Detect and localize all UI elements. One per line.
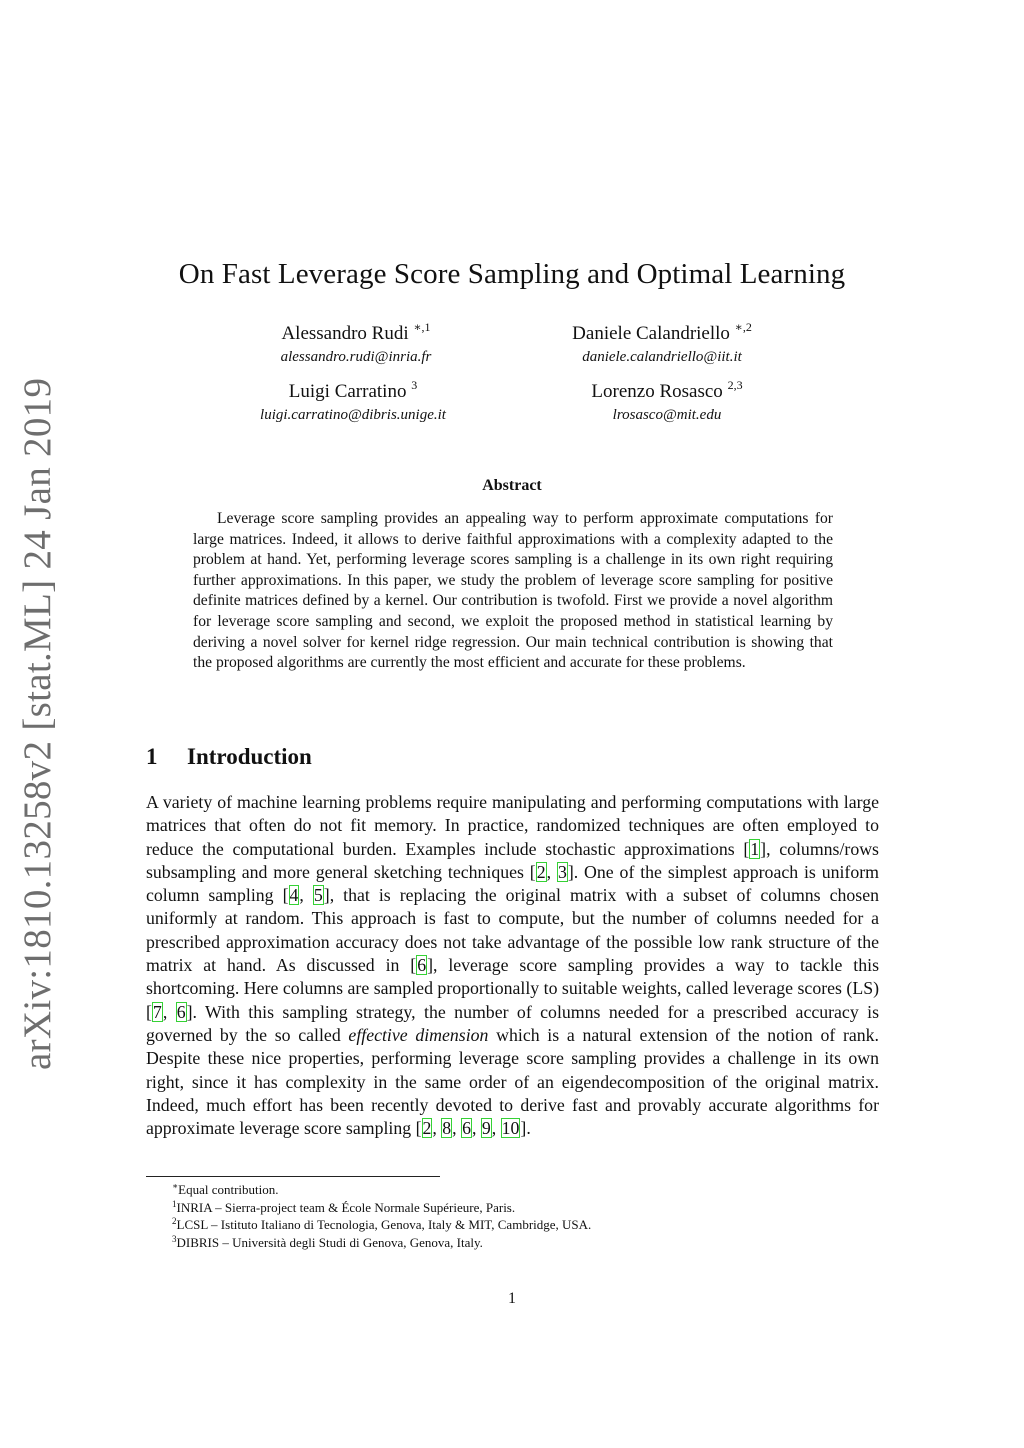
citation-separator: , bbox=[452, 1118, 462, 1139]
author-affiliation: ∗,1 bbox=[413, 320, 431, 334]
footnotes bbox=[146, 1181, 879, 1251]
intro-text: ]. bbox=[520, 1118, 531, 1139]
page-number: 1 bbox=[508, 1290, 516, 1307]
author-name bbox=[502, 322, 822, 346]
footnote bbox=[146, 1216, 879, 1234]
citation-link[interactable]: 9 bbox=[481, 1118, 491, 1139]
citation-link[interactable]: 6 bbox=[417, 955, 427, 976]
author-affiliation: 2,3 bbox=[727, 378, 743, 392]
footnote-mark: ∗ bbox=[172, 1181, 179, 1191]
author-email[interactable]: alessandro.rudi@inria.fr bbox=[280, 349, 432, 365]
citation-link[interactable]: 2 bbox=[422, 1118, 432, 1139]
intro-text: ], columns/rows subsampling and more general sketching techniques [ bbox=[146, 838, 879, 882]
citation-link[interactable]: 1 bbox=[750, 838, 760, 859]
intro-text: A variety of machine learning problems require manipulating and performing computations with large matrices that often do not fit memory. In practice, randomized techniques are often employed to reduce the computational burden. Examples include stochastic approximations [ bbox=[146, 792, 879, 859]
author-name bbox=[507, 380, 827, 404]
footnote-text: Equal contribution. bbox=[178, 1182, 279, 1197]
intro-text: which is a natural extension of the notion of rank. Despite these nice properties, performing leverage score sampling provides a challenge in its own right, since it has complexity in the same order of an eigendecomposition of the original matrix. Indeed, much effort has been recently devoted to derive fast and provably accurate algorithms for approximate leverage score sampling [ bbox=[146, 1024, 879, 1139]
citation-separator: , bbox=[299, 885, 313, 906]
citation-link[interactable]: 8 bbox=[442, 1118, 452, 1139]
author-block bbox=[196, 322, 516, 368]
paper-title: On Fast Leverage Score Sampling and Optimal Learning bbox=[178, 258, 846, 290]
section-number: 1 bbox=[146, 744, 158, 769]
intro-text: ]. One of the simplest approach is uniform column sampling [ bbox=[146, 861, 879, 906]
citation-separator: , bbox=[432, 1118, 442, 1139]
author-block bbox=[193, 380, 513, 426]
author-name-text: Luigi Carratino bbox=[288, 381, 407, 402]
citation-link[interactable]: 7 bbox=[152, 1001, 162, 1022]
intro-text: ]. With this sampling strategy, the number of columns needed for a prescribed accuracy is governed by the so called bbox=[146, 1001, 879, 1045]
citation-link[interactable]: 6 bbox=[462, 1118, 471, 1139]
footnote-text: LCSL – Istituto Italiano di Tecnologia, Genova, Italy & MIT, Cambridge, USA. bbox=[176, 1217, 592, 1233]
author-name-text: Lorenzo Rosasco bbox=[591, 381, 723, 402]
author-affiliation: ∗,2 bbox=[734, 320, 752, 334]
citation-separator: , bbox=[471, 1118, 481, 1139]
introduction-paragraph bbox=[146, 791, 879, 1140]
footnote-text: DIBRIS – Università degli Studi di Genova, Genova, Italy. bbox=[176, 1234, 483, 1250]
footnote-divider bbox=[146, 1176, 440, 1177]
author-email[interactable]: daniele.calandriello@iit.it bbox=[582, 349, 742, 365]
citation-separator: , bbox=[546, 861, 557, 882]
footnote bbox=[146, 1181, 879, 1199]
footnote-text: INRIA – Sierra-project team & École Normale Supérieure, Paris. bbox=[176, 1199, 516, 1215]
citation-link[interactable]: 6 bbox=[176, 1001, 186, 1022]
emphasized-term: effective dimension bbox=[348, 1024, 489, 1045]
author-affiliation: 3 bbox=[411, 378, 418, 392]
citation-separator: , bbox=[162, 1001, 176, 1022]
footnote-mark: 2 bbox=[172, 1216, 177, 1227]
citation-separator: , bbox=[491, 1118, 501, 1139]
abstract-heading: Abstract bbox=[482, 477, 542, 494]
section-heading bbox=[146, 744, 312, 770]
abstract-text: Leverage score sampling provides an appealing way to perform approximate computations for large matrices. Indeed, it allows to derive faithful approximations with a complexity adapted to the problem at hand. Yet, performing leverage scores sampling is a challenge in its own right requiring further approximations. In this paper, we study the problem of leverage score sampling for positive definite matrices defined by a kernel. Our contribution is twofold. First we provide a novel algorithm for leverage score sampling and second, we exploit the proposed method in statistical learning by deriving a novel solver for kernel ridge regression. Our main technical contribution is showing that the proposed algorithms are currently the most efficient and accurate for these problems. bbox=[193, 510, 833, 672]
author-name-text: Alessandro Rudi bbox=[281, 323, 409, 344]
footnote bbox=[146, 1234, 879, 1252]
author-email[interactable]: lrosasco@mit.edu bbox=[612, 407, 722, 423]
author-name bbox=[196, 322, 516, 346]
author-block bbox=[502, 322, 822, 368]
arxiv-identifier-stamp: arXiv:1810.13258v2 [stat.ML] 24 Jan 2019 bbox=[16, 377, 59, 1070]
citation-link[interactable]: 10 bbox=[501, 1118, 520, 1139]
author-name-text: Daniele Calandriello bbox=[572, 323, 730, 344]
citation-link[interactable]: 4 bbox=[289, 885, 299, 906]
author-email[interactable]: luigi.carratino@dibris.unige.it bbox=[260, 407, 446, 423]
section-title: Introduction bbox=[187, 744, 312, 769]
footnote-mark: 3 bbox=[172, 1233, 177, 1244]
citation-link[interactable]: 3 bbox=[557, 861, 567, 882]
author-name bbox=[193, 380, 513, 404]
intro-text: ], leverage score sampling provides a way to tackle this shortcoming. Here columns are sampled proportionally to suitable weights, called leverage scores (LS) [ bbox=[146, 955, 879, 1022]
intro-text: ], that is replacing the original matrix with a subset of columns chosen uniformly at random. This approach is fast to compute, but the number of columns needed for a prescribed approximation accuracy does not take advantage of the possible low rank structure of the matrix at hand. As discussed in [ bbox=[146, 885, 880, 976]
citation-link[interactable]: 2 bbox=[536, 861, 546, 882]
citation-link[interactable]: 5 bbox=[313, 885, 323, 906]
author-block bbox=[507, 380, 827, 426]
footnote bbox=[146, 1199, 879, 1217]
footnote-mark: 1 bbox=[172, 1198, 177, 1209]
